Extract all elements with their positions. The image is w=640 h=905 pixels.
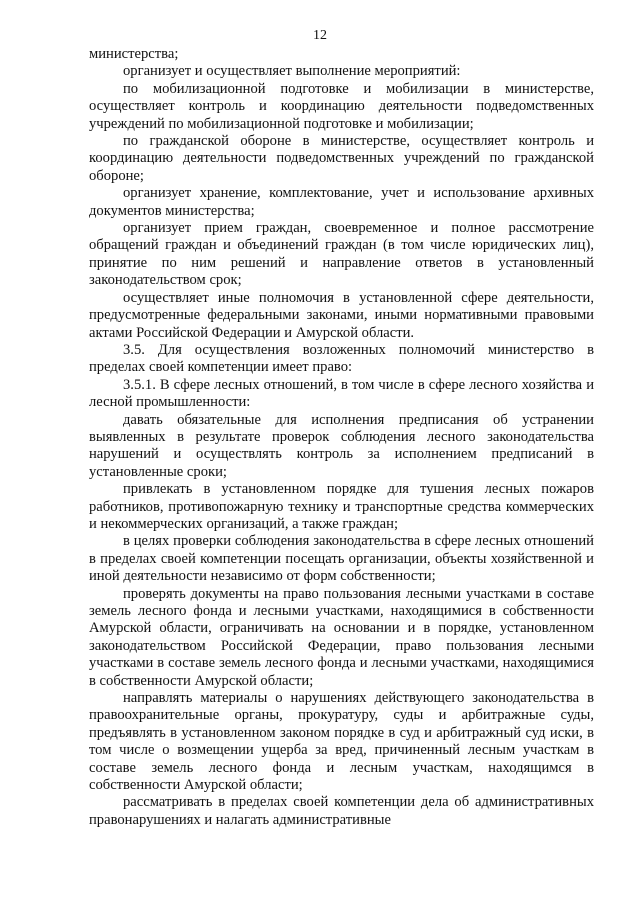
paragraph: министерства;: [89, 46, 179, 62]
document-body: [89, 46, 594, 829]
paragraph: проверять документы на право пользования лесными участками в составе земель лесного фонда и лесными участками, находящимися в собственности Амурской области, ограничивать на основании и в порядке, установленном законодательством Российской Федерации, право пользования лесными участками в составе земель лесного фонда и лесными участками, находящимися в собственности Амурской области;: [89, 585, 594, 689]
page-number: 12: [313, 28, 327, 43]
paragraph: привлекать в установленном порядке для тушения лесных пожаров работников, противопожарную технику и транспортные средства коммерческих и некоммерческих организаций, а также граждан;: [89, 481, 594, 532]
paragraph: давать обязательные для исполнения предписания об устранении выявленных в результате проверок соблюдения лесного законодательства нарушений и осуществлять контроль за исполнением предписаний в установленные сроки;: [89, 411, 594, 480]
paragraph: рассматривать в пределах своей компетенции дела об административных правонарушениях и налагать административные: [89, 794, 594, 828]
paragraph: по гражданской обороне в министерстве, осуществляет контроль и координацию деятельности подведомственных учреждений по гражданской обороне;: [89, 133, 594, 184]
paragraph: 3.5.1. В сфере лесных отношений, в том числе в сфере лесного хозяйства и лесной промышленности:: [89, 376, 594, 411]
paragraph: осуществляет иные полномочия в установленной сфере деятельности, предусмотренные федеральными законами, иными нормативными правовыми актами Российской Федерации и Амурской области.: [89, 289, 594, 341]
paragraph: 3.5. Для осуществления возложенных полномочий министерство в пределах своей компетенции имеет право:: [89, 341, 594, 376]
paragraph: организует и осуществляет выполнение мероприятий:: [123, 63, 461, 80]
paragraph: направлять материалы о нарушениях действующего законодательства в правоохранительные органы, прокуратуру, суды и арбитражные суды, предъявлять в установленном законом порядке в суд и арбитражный суд иски, в том числе о возмещении ущерба за вред, причиненный лесным участкам в составе земель лесного фонда и лесным участкам, находящимся в собственности Амурской области;: [89, 690, 594, 794]
paragraph: организует прием граждан, своевременное и полное рассмотрение обращений граждан и объединений граждан (в том числе юридических лиц), принятие по ним решений и направление ответов в установленный законодательством срок;: [89, 220, 594, 289]
paragraph: в целях проверки соблюдения законодательства в сфере лесных отношений в пределах своей компетенции посещать организации, объекты хозяйственной и иной деятельности независимо от форм собственности;: [89, 533, 594, 585]
paragraph: организует хранение, комплектование, учет и использование архивных документов министерства;: [89, 185, 594, 219]
paragraph: по мобилизационной подготовке и мобилизации в министерстве, осуществляет контроль и координацию деятельности подведомственных учреждений по мобилизационной подготовке и мобилизации;: [89, 80, 594, 132]
